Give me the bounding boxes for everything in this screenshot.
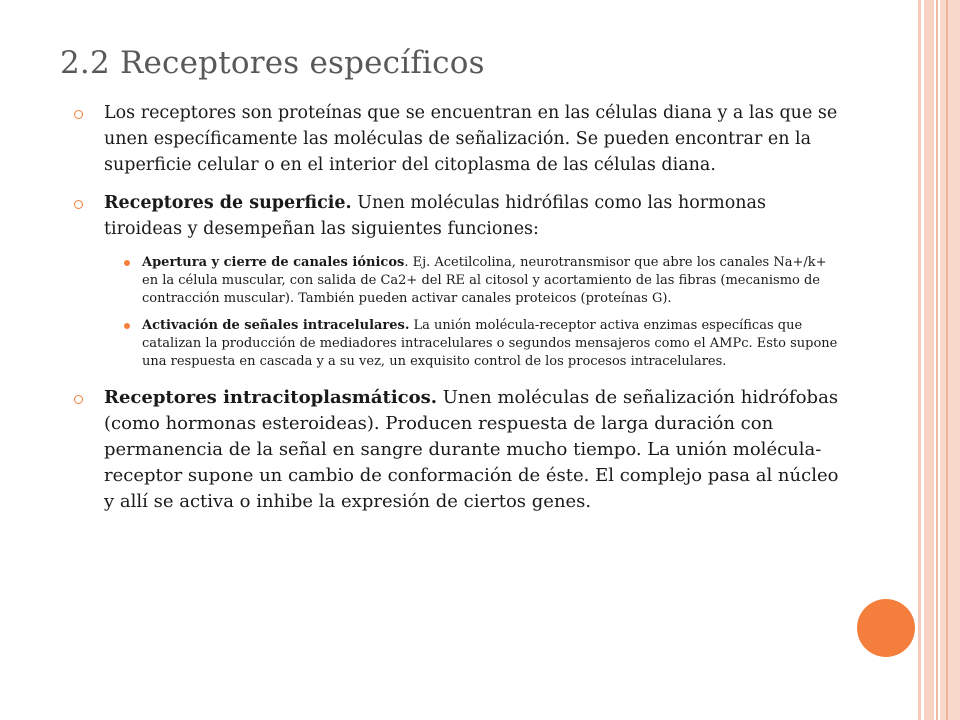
bullet-heading: Receptores de superficie.: [104, 193, 352, 213]
sub-bullet-intracellular-signals: [120, 317, 842, 371]
sub-bullet-ion-channels: [120, 254, 842, 308]
bullet-text: Unen moléculas hidrófilas como las hormonas tiroideas y desempeñan las siguientes funciones:: [104, 193, 766, 239]
decorative-stripe: [924, 0, 934, 720]
bullet-text: Los receptores son proteínas que se encuentran en las células diana y a las que se unen específicamente las moléculas de señalización. Se pueden encontrar en la superficie celular o en el interior del citoplasma de las células diana.: [104, 103, 838, 175]
sub-bullet-text: La unión molécula-receptor activa enzimas específicas que catalizan la producción de mediadores intracelulares o segundos mensajeros como el AMPc. Esto supone una respuesta en cascada y a su vez, un exquisito control de los procesos intracelulares.: [142, 318, 838, 369]
bullet-ring-icon: [74, 395, 83, 404]
sub-bullet-text: . Ej. Acetilcolina, neurotransmisor que abre los canales Na+/k+ en la célula muscular, con salida de Ca2+ del RE al citosol y acortamiento de las fibras (mecanismo de contracción muscular). También pueden activar canales proteicos (proteínas G).: [142, 255, 827, 306]
bullet-dot-icon: [124, 260, 130, 266]
bullet-intracytoplasmic-receptors: [72, 385, 842, 515]
slide-content: [72, 100, 842, 527]
bullet-dot-icon: [124, 323, 130, 329]
decorative-stripe: [918, 0, 921, 720]
decorative-stripe: [936, 0, 938, 720]
decorative-stripe: [940, 0, 960, 720]
bullet-surface-receptors: [72, 190, 842, 242]
decorative-stripe: [946, 0, 948, 720]
decorative-circle: [857, 599, 915, 657]
sub-bullet-heading: Activación de señales intracelulares.: [142, 318, 410, 333]
bullet-text: Unen moléculas de señalización hidrófobas (como hormonas esteroideas). Producen respuesta de larga duración con permanencia de la señal en sangre durante mucho tiempo. La unión molécula-receptor supone un cambio de conformación de éste. El complejo pasa al núcleo y allí se activa o inhibe la expresión de ciertos genes.: [104, 387, 839, 512]
bullet-heading: Receptores intracitoplasmáticos.: [104, 387, 438, 408]
bullet-intro: [72, 100, 842, 178]
sub-bullet-heading: Apertura y cierre de canales iónicos: [142, 255, 405, 270]
bullet-ring-icon: [74, 110, 83, 119]
bullet-ring-icon: [74, 200, 83, 209]
slide-title: 2.2 Receptores específicos: [60, 45, 485, 81]
